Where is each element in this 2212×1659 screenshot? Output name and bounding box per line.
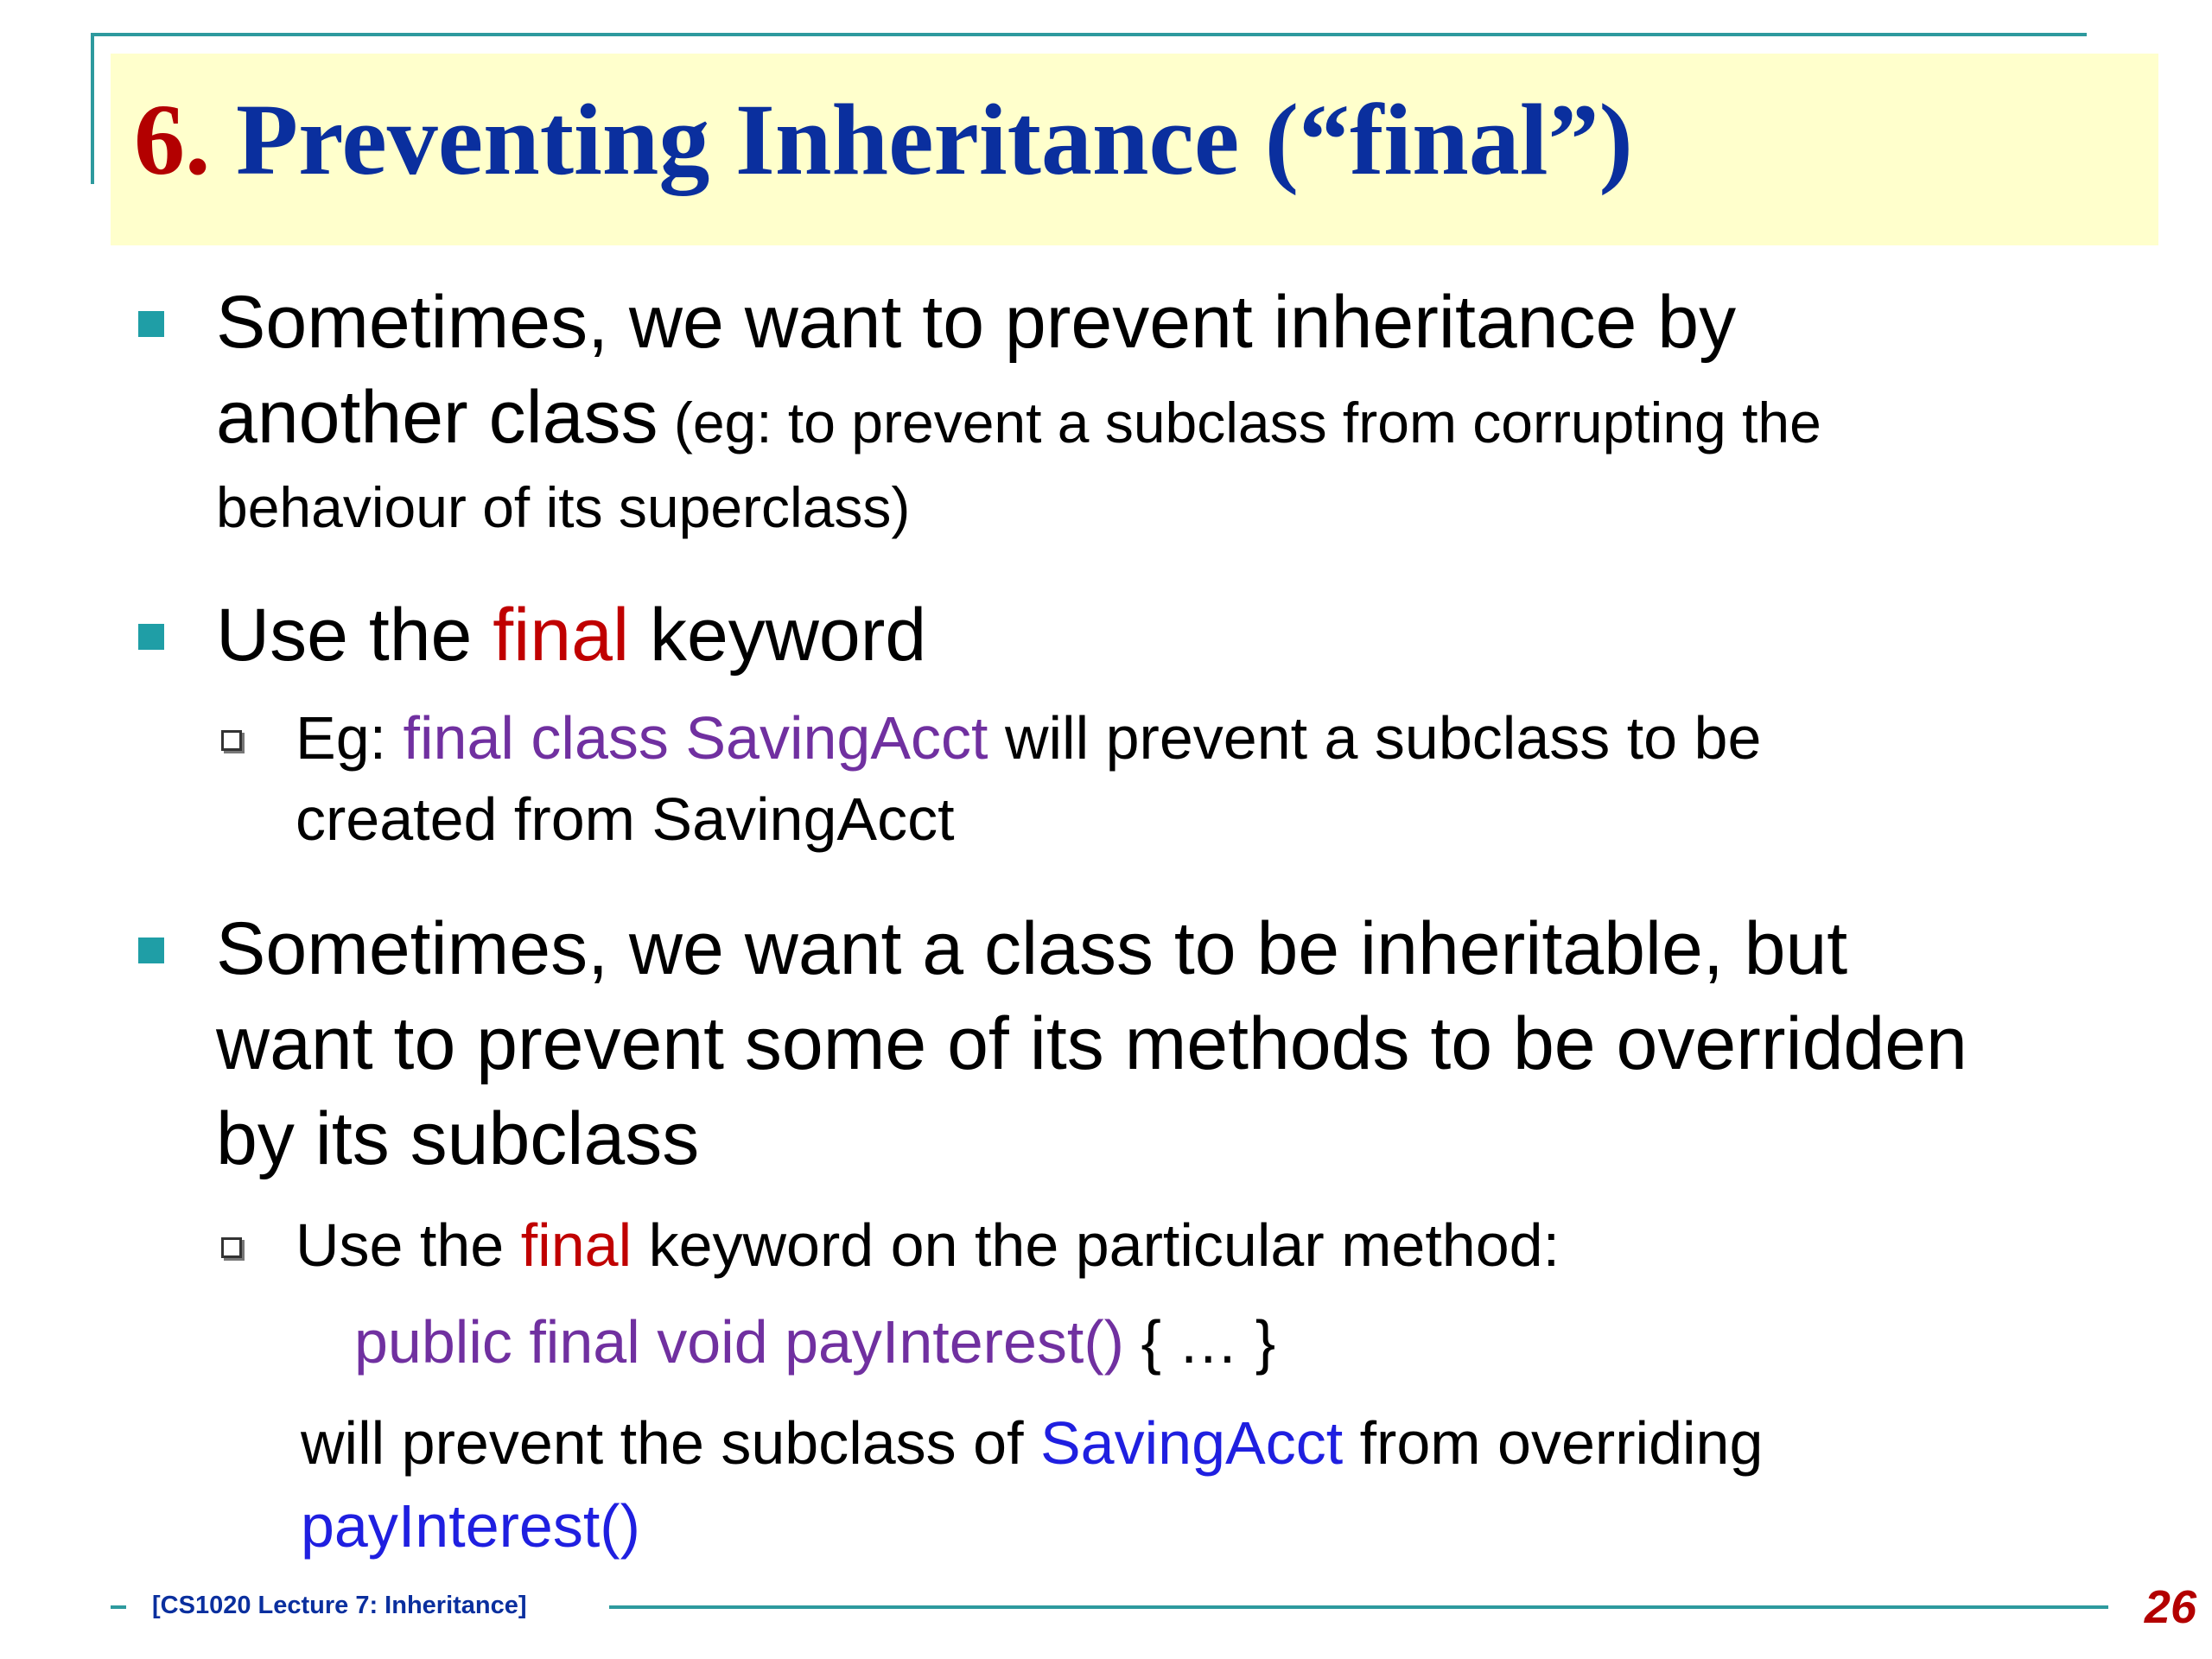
- frame-top-line: [91, 33, 2087, 36]
- sub-bullet-3-post: keyword on the particular method:: [632, 1211, 1560, 1279]
- sub-bullet-square-icon: [221, 730, 242, 751]
- bullet-1-line-3: behaviour of its superclass): [216, 475, 911, 539]
- slide-title: [134, 79, 1633, 200]
- sub-bullet-2-pre: Eg:: [296, 704, 404, 772]
- sub-bullet-square-icon: [221, 1237, 242, 1258]
- bullet-2-post: keyword: [629, 594, 927, 677]
- sub-bullet-2-post: will prevent a subclass to be: [988, 704, 1762, 772]
- bullet-1-main-text: another class: [216, 376, 658, 459]
- sub-bullet-3-line3-pre: will prevent the subclass of: [301, 1409, 1040, 1477]
- bullet-1-aside-text: (eg: to prevent a subclass from corrupting the: [658, 391, 1821, 454]
- sub-bullet-3-keyword: final: [520, 1211, 632, 1279]
- sub-bullet-2-code: final class SavingAcct: [403, 704, 988, 772]
- bullet-2-pre: Use the: [216, 594, 493, 677]
- frame-left-line: [91, 33, 94, 184]
- sub-bullet-2-line-2: created from SavingAcct: [296, 785, 955, 853]
- footer-label: [CS1020 Lecture 7: Inheritance]: [152, 1592, 527, 1619]
- bullet-1-line-1: Sometimes, we want to prevent inheritance by: [216, 281, 1737, 364]
- sub-bullet-2-line-1: [296, 696, 1761, 779]
- footer-line: [609, 1605, 2108, 1609]
- code-example-line: [354, 1300, 1275, 1383]
- bullet-2-line: [216, 588, 926, 683]
- bullet-square-icon: [138, 938, 164, 963]
- sub-bullet-3-line-4: payInterest(): [301, 1492, 640, 1560]
- bullet-square-icon: [138, 311, 164, 337]
- bullet-1-line-2: [216, 370, 1821, 470]
- sub-bullet-3-line-1: [296, 1204, 1560, 1287]
- bullet-2-keyword: final: [493, 594, 630, 677]
- sub-bullet-3-line3-post: from overriding: [1343, 1409, 1764, 1477]
- page-number: 26: [2144, 1581, 2196, 1633]
- code-example: public final void payInterest(): [354, 1308, 1124, 1376]
- title-text: Preventing Inheritance (“final”): [236, 83, 1633, 196]
- bullet-3-line-2: want to prevent some of its methods to be overridden: [216, 1002, 1967, 1085]
- title-number: 6.: [134, 83, 211, 196]
- bullet-square-icon: [138, 624, 164, 650]
- footer-dash: [111, 1605, 126, 1609]
- sub-bullet-3-pre: Use the: [296, 1211, 521, 1279]
- sub-bullet-3-class-name: SavingAcct: [1039, 1409, 1344, 1477]
- bullet-3-line-3: by its subclass: [216, 1097, 700, 1180]
- sub-bullet-3-line-3: [301, 1402, 1763, 1484]
- bullet-3-line-1: Sometimes, we want a class to be inheritable, but: [216, 907, 1848, 990]
- code-example-tail: { … }: [1124, 1308, 1276, 1376]
